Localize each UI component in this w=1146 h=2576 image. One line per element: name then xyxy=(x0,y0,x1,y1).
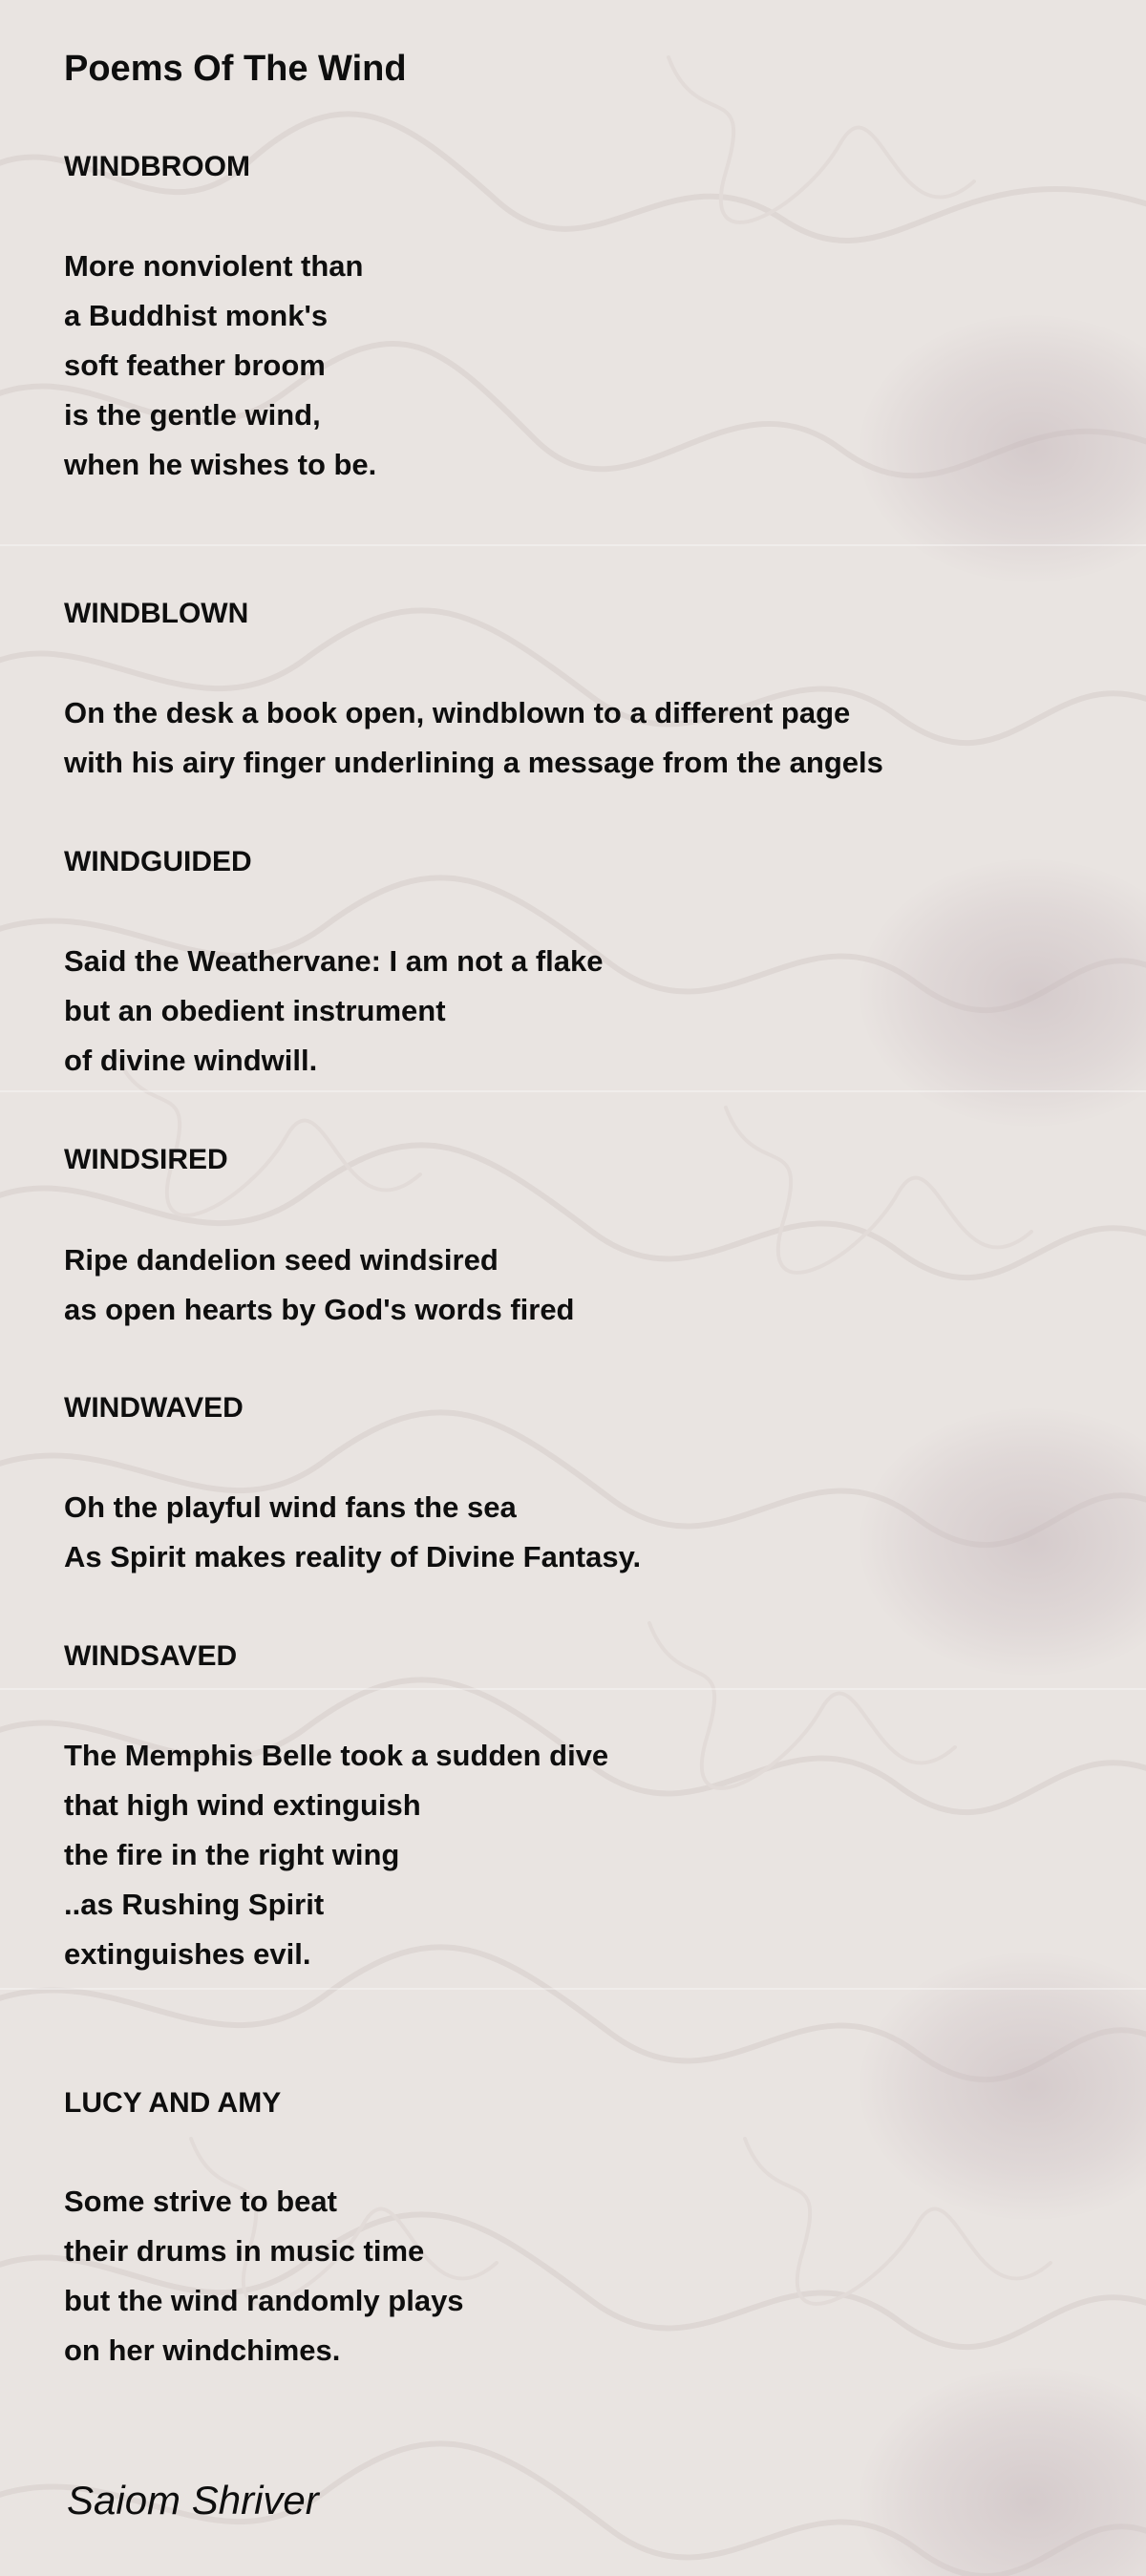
poem-body xyxy=(64,1483,641,1582)
ink-blot xyxy=(860,1953,1146,2220)
poem-title: WINDSAVED xyxy=(64,1640,238,1672)
poem-line: The Memphis Belle took a sudden dive xyxy=(64,1739,609,1772)
poem-line: a Buddhist monk's xyxy=(64,299,329,332)
ink-blot xyxy=(860,2368,1146,2576)
poem-line: Said the Weathervane: I am not a flake xyxy=(64,944,604,978)
poem-line: soft feather broom xyxy=(64,348,326,382)
poem-line: More nonviolent than xyxy=(64,249,364,283)
poem-title: WINDBROOM xyxy=(64,151,250,182)
poem-line: Oh the playful wind fans the sea xyxy=(64,1490,517,1524)
texture-seam xyxy=(0,1688,1146,1690)
poem-line: but an obedient instrument xyxy=(64,994,446,1027)
ink-blot xyxy=(860,1408,1146,1676)
author-signature: Saiom Shriver xyxy=(67,2478,319,2523)
poem-line: ..as Rushing Spirit xyxy=(64,1888,325,1921)
poem-line: of divine windwill. xyxy=(64,1044,318,1077)
poem-line: is the gentle wind, xyxy=(64,398,321,432)
poem-line: when he wishes to be. xyxy=(64,448,377,481)
texture-seam xyxy=(0,1090,1146,1092)
page-title: Poems Of The Wind xyxy=(64,49,407,89)
poem-line: that high wind extinguish xyxy=(64,1788,421,1822)
poem-line: extinguishes evil. xyxy=(64,1937,311,1971)
poem-title: WINDBLOWN xyxy=(64,598,249,629)
poem-line: their drums in music time xyxy=(64,2234,425,2268)
poem-line: but the wind randomly plays xyxy=(64,2284,464,2317)
poem-body xyxy=(64,2177,464,2375)
poem-body xyxy=(64,1731,608,1979)
poem-title: LUCY AND AMY xyxy=(64,2087,282,2119)
poem-body xyxy=(64,937,604,1086)
poem-line: with his airy finger underlining a message from the angels xyxy=(64,746,883,779)
poem-body xyxy=(64,688,883,788)
poem-line: the fire in the right wing xyxy=(64,1838,400,1871)
texture-seam xyxy=(0,1988,1146,1990)
poem-title: WINDWAVED xyxy=(64,1392,244,1424)
poem-title: WINDSIRED xyxy=(64,1144,228,1175)
poem-line: as open hearts by God's words fired xyxy=(64,1293,575,1326)
texture-seam xyxy=(0,544,1146,546)
poem-line: Some strive to beat xyxy=(64,2185,337,2218)
poem-title: WINDGUIDED xyxy=(64,846,252,877)
poem-body xyxy=(64,242,376,490)
poem-line: On the desk a book open, windblown to a different page xyxy=(64,696,851,729)
poem-line: As Spirit makes reality of Divine Fantasy. xyxy=(64,1540,642,1573)
poem-body xyxy=(64,1235,575,1335)
poem-line: on her windchimes. xyxy=(64,2333,341,2367)
ink-blot xyxy=(860,315,1146,582)
ink-blot xyxy=(860,859,1146,1127)
poem-line: Ripe dandelion seed windsired xyxy=(64,1243,499,1277)
